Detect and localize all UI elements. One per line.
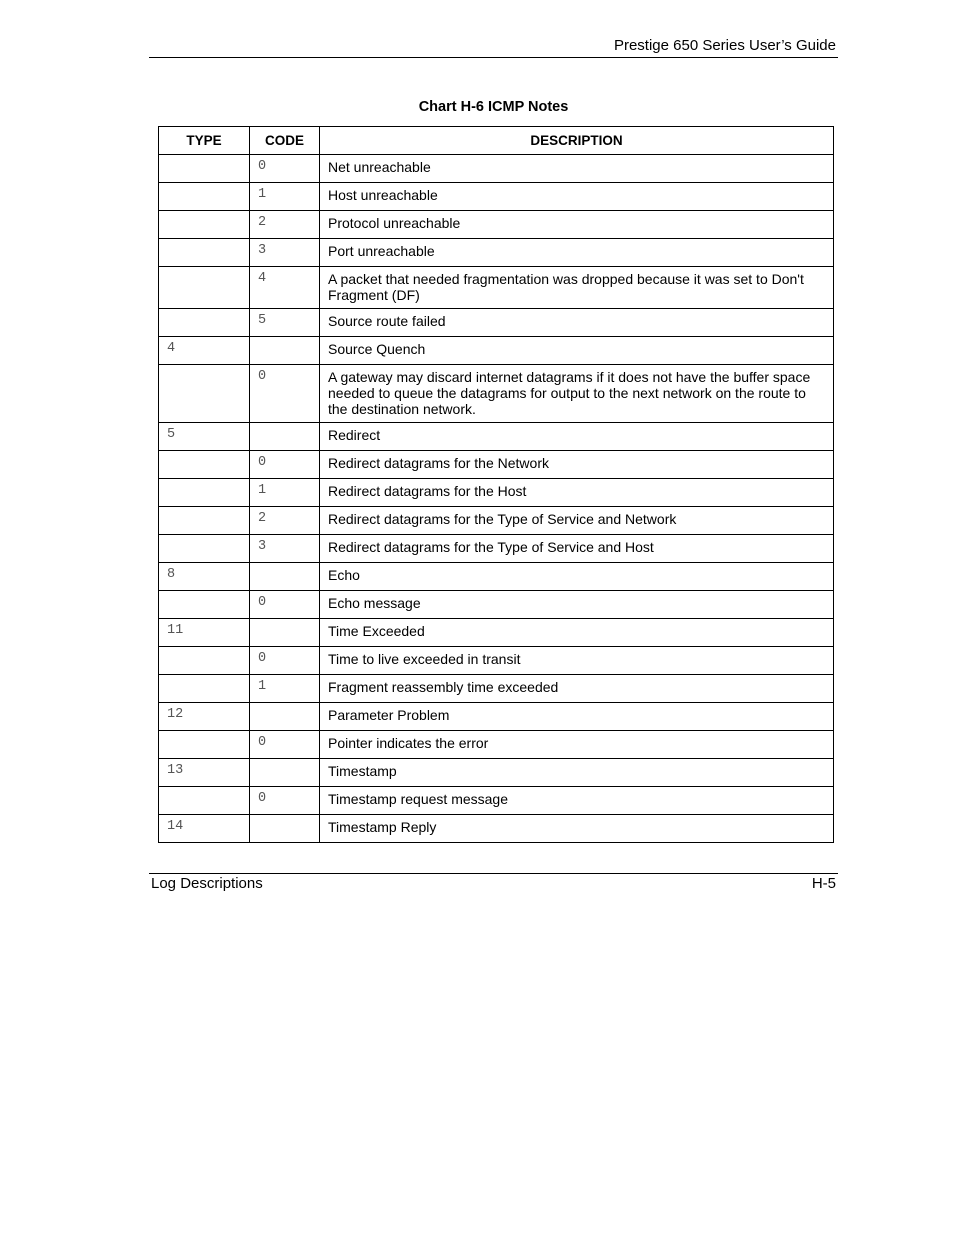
column-header-code: CODE	[250, 127, 320, 155]
code-cell: 1	[250, 675, 320, 703]
description-cell: Port unreachable	[320, 239, 834, 267]
column-header-description: DESCRIPTION	[320, 127, 834, 155]
type-cell: 8	[159, 563, 250, 591]
description-cell: Host unreachable	[320, 183, 834, 211]
type-cell: 12	[159, 703, 250, 731]
table-row	[159, 309, 834, 337]
description-cell: Pointer indicates the error	[320, 731, 834, 759]
description-cell: Net unreachable	[320, 155, 834, 183]
table-row	[159, 183, 834, 211]
type-cell	[159, 267, 250, 309]
table-row	[159, 591, 834, 619]
code-cell: 0	[250, 365, 320, 423]
table-row	[159, 731, 834, 759]
code-cell: 4	[250, 267, 320, 309]
code-cell: 2	[250, 507, 320, 535]
code-cell: 3	[250, 239, 320, 267]
type-cell	[159, 155, 250, 183]
description-cell: Echo message	[320, 591, 834, 619]
type-cell: 13	[159, 759, 250, 787]
description-cell: Redirect datagrams for the Type of Service and Network	[320, 507, 834, 535]
code-cell	[250, 815, 320, 843]
code-cell	[250, 423, 320, 451]
table-row	[159, 619, 834, 647]
type-cell	[159, 239, 250, 267]
description-cell: Source Quench	[320, 337, 834, 365]
type-cell	[159, 675, 250, 703]
table-row	[159, 563, 834, 591]
type-cell	[159, 365, 250, 423]
header-title: Prestige 650 Series User’s Guide	[613, 37, 836, 54]
code-cell: 3	[250, 535, 320, 563]
code-cell: 5	[250, 309, 320, 337]
table-row	[159, 535, 834, 563]
description-cell: Time Exceeded	[320, 619, 834, 647]
type-cell	[159, 507, 250, 535]
type-cell	[159, 211, 250, 239]
type-cell	[159, 183, 250, 211]
table-row	[159, 787, 834, 815]
code-cell	[250, 703, 320, 731]
table-row	[159, 815, 834, 843]
code-cell	[250, 337, 320, 365]
description-cell: Timestamp Reply	[320, 815, 834, 843]
code-cell: 0	[250, 787, 320, 815]
type-cell	[159, 731, 250, 759]
type-cell: 14	[159, 815, 250, 843]
table-caption: Chart H-6 ICMP Notes	[418, 99, 569, 115]
footer-rule	[149, 873, 838, 874]
type-cell: 11	[159, 619, 250, 647]
code-cell: 0	[250, 155, 320, 183]
code-cell: 0	[250, 647, 320, 675]
code-cell	[250, 619, 320, 647]
type-cell	[159, 309, 250, 337]
table-row	[159, 675, 834, 703]
table-row	[159, 507, 834, 535]
code-cell: 0	[250, 731, 320, 759]
header-rule	[149, 57, 838, 58]
icmp-notes-table	[158, 126, 834, 843]
column-header-type: TYPE	[159, 127, 250, 155]
type-cell	[159, 787, 250, 815]
footer-section-title: Log Descriptions	[151, 875, 263, 892]
description-cell: Timestamp request message	[320, 787, 834, 815]
table-header-row	[159, 127, 834, 155]
description-cell: A gateway may discard internet datagrams if it does not have the buffer space needed to queue the datagrams for output to the next network on the route to the destination network.	[320, 365, 834, 423]
table-row	[159, 423, 834, 451]
table-row	[159, 451, 834, 479]
code-cell: 1	[250, 479, 320, 507]
type-cell	[159, 591, 250, 619]
table-row	[159, 337, 834, 365]
table-row	[159, 759, 834, 787]
code-cell: 0	[250, 451, 320, 479]
table-row	[159, 479, 834, 507]
table-row	[159, 211, 834, 239]
type-cell: 5	[159, 423, 250, 451]
page-number: H-5	[811, 875, 836, 892]
description-cell: Redirect datagrams for the Host	[320, 479, 834, 507]
table-row	[159, 155, 834, 183]
table-row	[159, 267, 834, 309]
description-cell: Protocol unreachable	[320, 211, 834, 239]
description-cell: Time to live exceeded in transit	[320, 647, 834, 675]
table-row	[159, 239, 834, 267]
type-cell	[159, 451, 250, 479]
code-cell: 2	[250, 211, 320, 239]
code-cell: 1	[250, 183, 320, 211]
type-cell	[159, 647, 250, 675]
description-cell: Fragment reassembly time exceeded	[320, 675, 834, 703]
table-body	[159, 155, 834, 843]
type-cell	[159, 479, 250, 507]
description-cell: Echo	[320, 563, 834, 591]
table-row	[159, 365, 834, 423]
description-cell: Redirect datagrams for the Type of Service and Host	[320, 535, 834, 563]
table-row	[159, 703, 834, 731]
type-cell	[159, 535, 250, 563]
description-cell: Parameter Problem	[320, 703, 834, 731]
description-cell: Redirect datagrams for the Network	[320, 451, 834, 479]
description-cell: Source route failed	[320, 309, 834, 337]
code-cell: 0	[250, 591, 320, 619]
table-row	[159, 647, 834, 675]
code-cell	[250, 563, 320, 591]
description-cell: A packet that needed fragmentation was dropped because it was set to Don't Fragment (DF)	[320, 267, 834, 309]
description-cell: Redirect	[320, 423, 834, 451]
type-cell: 4	[159, 337, 250, 365]
code-cell	[250, 759, 320, 787]
description-cell: Timestamp	[320, 759, 834, 787]
